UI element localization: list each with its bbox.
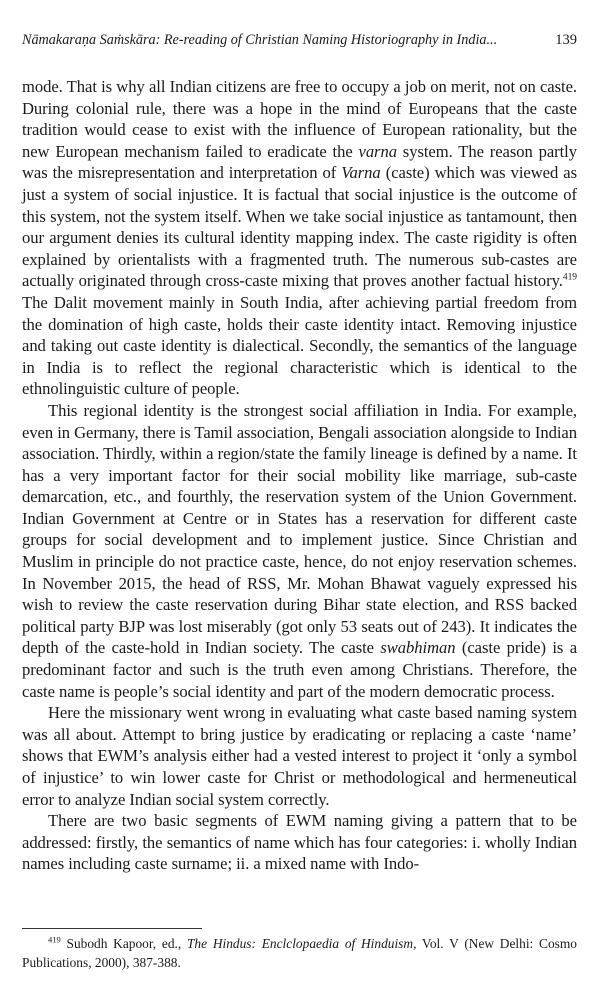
footnote-number: 419 (48, 934, 61, 945)
book-page (22, 0, 577, 984)
text-run: (caste) which was viewed as just a system of social injustice. It is factual that social injustice is the outcome of this system, not the system itself. When we take social injustice as tantamount, then our argument denies its cultural identity mapping index. The caste rigidity is often explained by orientalists with a fragmented truth. The numerous sub-castes are actually originated through cross-caste mixing that proves another factual history. (22, 163, 577, 291)
body-text (22, 76, 577, 875)
paragraph-1 (22, 76, 577, 400)
italic-term: Varna (341, 163, 381, 183)
italic-term: varna (358, 141, 397, 161)
text-run: (caste pride) is a predominant factor and such is the truth even among Christians. Therefore, the caste name is people’s social identity and part of the modern democratic process. (22, 638, 578, 701)
italic-term: swabhiman (380, 638, 456, 658)
paragraph-3: Here the missionary went wrong in evaluating what caste based naming system was all about. Attempt to bring justice by eradicating or replacing a caste ‘name’ shows that EWM’s analysis either had a vested interest to project it ‘only a symbol of injustice’ to win lower caste for Christ or methodological and hermeneutical error to analyze Indian social system correctly. (22, 703, 577, 809)
paragraph-2 (22, 400, 577, 702)
footnote-text: Subodh Kapoor, ed., (60, 936, 187, 951)
paragraph-4: There are two basic segments of EWM naming giving a pattern that to be addressed: firstly, the semantics of name which has four categories: i. wholly Indian names including caste surname; ii. a mixed name with Indo- (22, 811, 577, 874)
footnote-divider (22, 928, 202, 929)
text-run: The Dalit movement mainly in South India, after achieving partial freedom from the domination of high caste, holds their caste identity intact. Removing injustice and taking out caste identity is dialectical. Secondly, the semantics of the language in India is to reflect the regional characteristic which is identical to the ethnolinguistic culture of people. (22, 292, 577, 399)
text-run: mode. That is why all Indian citizens are free to occupy a job on merit, not on caste. During colonial rule, there was a hope in the mind of Europeans that the caste tradition would cease to exist with the influence of European rationality, but the new European mechanism failed to eradicate the (22, 77, 577, 161)
footnote-title: The Hindus: Enclclopaedia of Hinduism (186, 936, 414, 951)
footnote-text: , Vol. V (New Delhi: Cosmo Publications, 2000), 387-388. (22, 936, 577, 970)
text-run: system. The reason partly was the misrepresentation and interpretation of (22, 141, 577, 183)
running-header (22, 30, 577, 50)
page-number: 139 (555, 32, 577, 48)
footnote (22, 935, 577, 972)
footnote-reference[interactable]: 419 (562, 272, 577, 283)
text-run: This regional identity is the strongest social affiliation in India. For example, even in Germany, there is Tamil association, Bengali association alongside to Indian association. Thirdly, within a region/state the family lineage is defined by a name. It has a very important factor for their social mobility like marriage, sub-caste demarcation, etc., and fourthly, the reservation system of the Union Government. Indian Government at Centre or in States has a reservation for different caste groups for social development and to implement justice. Since Christian and Muslim in principle do not practice caste, hence, do not enjoy reservation schemes. In November 2015, the head of RSS, Mr. Mohan Bhawat vaguely expressed his wish to review the caste reservation during Bihar state election, and RSS backed political party BJP was lost miserably (got only 53 seats out of 243). It indicates the depth of the caste-hold in Indian society. The caste (22, 400, 577, 658)
running-title: Nāmakaraṇa Saṁskāra: Re-reading of Christian Naming Historiography in India... (22, 32, 498, 48)
